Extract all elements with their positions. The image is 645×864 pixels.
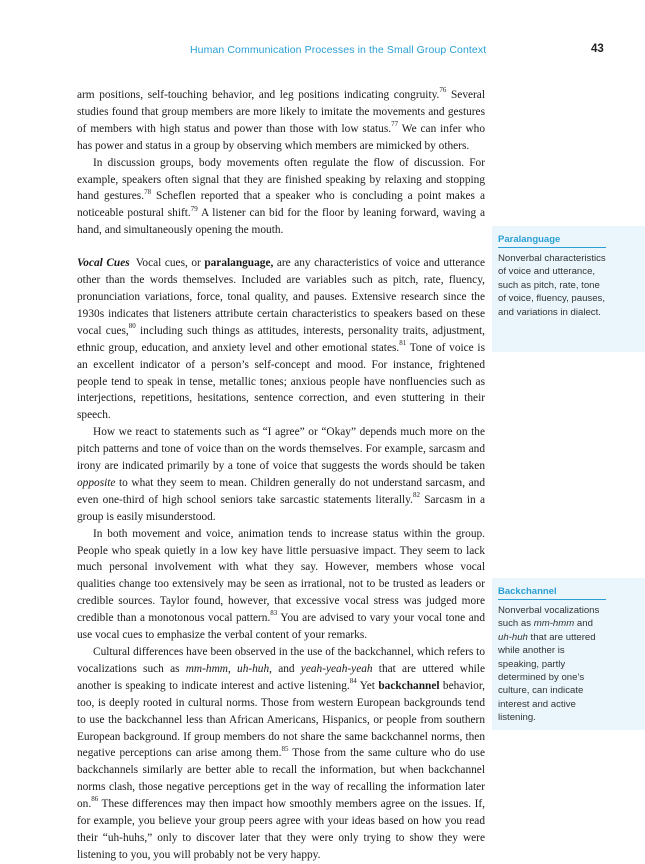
text-run: including such things as attitudes, interests, personality traits, adjustment, ethnic group, education, and anxiety level and other emotional states. — [77, 324, 485, 354]
text-run: We can infer who has power and status in a group by observing which members are mimicked by others. — [77, 122, 485, 152]
text-run: Vocal cues, or — [135, 257, 205, 270]
footnote-reference: 82 — [412, 491, 420, 500]
body-paragraph — [77, 155, 485, 240]
emphasis: opposite — [77, 476, 116, 489]
body-paragraph — [77, 526, 485, 644]
body-paragraph — [77, 424, 485, 525]
emphasis: mm-hmm — [185, 662, 228, 675]
text-run: behavior, too, is deeply rooted in cultural norms. Those from western European backgrounds tend to use the backchannel less than African Americans, Hispanics, or people from southern European background. If group members do not share the same backchannel norms, then negative perceptions can arise among them. — [77, 679, 485, 760]
text-run: In both movement and voice, animation tends to increase status within the group. People who speak quietly in a low key have little persuasive impact. They seem to lack much personal involvement with what they say. However, members whose vocal qualities change too extensively may be seen as irrational, not to be trusted as leaders or credible sources. Taylor found, however, that excessive vocal stress was judged more credible than a monotonous vocal pattern. — [77, 527, 485, 625]
glossary-term: Backchannel — [498, 586, 606, 600]
footnote-reference: 85 — [281, 744, 289, 753]
text-run: that are uttered while another is speaking to indicate interest and active listening. — [77, 662, 485, 692]
key-term: backchannel — [378, 679, 440, 692]
emphasis: uh-huh — [498, 631, 528, 643]
text-run: and — [574, 618, 593, 630]
page-number: 43 — [591, 43, 604, 55]
text-run: Nonverbal vocalizations such as — [498, 605, 600, 630]
main-text-column — [77, 87, 485, 864]
text-run: Cultural differences have been observed in the use of the backchannel, which refers to vocalizations such as — [77, 646, 485, 675]
text-run: Nonverbal characteristics of voice and utterance, such as pitch, rate, tone of voice, fluency, pauses, and variations in dialect. — [498, 253, 606, 318]
running-title: Human Communication Processes in the Small Group Context — [190, 44, 487, 56]
text-run: These differences may then impact how smoothly members agree on the issues. If, for example, you believe your group peers agree with your ideas based on how you read their “uh-huhs,” only to discover later that they were only trying to show they were listening to you, you will probably not be very happy. — [77, 798, 485, 861]
footnote-reference: 80 — [128, 322, 136, 330]
text-run: In discussion groups, body movements often regulate the flow of discussion. For example, speakers often signal that they are finished speaking by relaxing and stopping hand gestures. — [77, 156, 485, 203]
text-run: You are advised to vary your vocal tone and use vocal cues to emphasize the verbal content of your remarks. — [77, 612, 485, 642]
body-paragraph — [77, 644, 485, 864]
text-run: , and — [269, 662, 301, 675]
vocal-cues-paragraph — [77, 255, 485, 424]
footnote-reference: 78 — [144, 187, 152, 196]
text-run: How we react to statements such as “I agree” or “Okay” depends much more on the pitch patterns and tone of voice than on the words themselves. For example, sarcasm and irony are indicated primarily by a tone of voice that suggests the words should be taken — [77, 426, 485, 473]
footnote-reference: 86 — [91, 795, 99, 804]
footnote-reference: 79 — [190, 204, 198, 213]
footnote-reference: 84 — [349, 677, 357, 686]
emphasis: mm-hmm — [533, 618, 575, 630]
glossary-definition — [498, 604, 606, 725]
emphasis: uh-huh — [237, 662, 270, 675]
glossary-definition — [498, 252, 606, 319]
emphasis: yeah-yeah-yeah — [300, 662, 373, 675]
footnote-reference: 76 — [439, 86, 447, 95]
text-run: A listener can bid for the floor by leaning forward, waving a hand, and simultaneously opening the mouth. — [77, 207, 485, 237]
text-run: arm positions, self-touching behavior, and leg positions indicating congruity. — [77, 89, 440, 101]
text-run: Several studies found that group members are more likely to imitate the movements and gestures of members with high status and power than those with low status. — [77, 89, 485, 135]
text-run: Those from the same culture who do use backchannels similarly are better able to recall the information, but when backchannel norms clash, those negative perceptions get in the way of recalling the information later on. — [77, 747, 485, 811]
text-run: that are uttered while another is speaking, partly determined by one’s culture, can indicate interest and active listening. — [498, 631, 596, 724]
margin-note-backchannel — [498, 586, 606, 725]
text-run: Scheflen reported that a speaker who is concluding a point makes a noticeable postural shift. — [77, 190, 485, 220]
text-run: , — [227, 662, 238, 675]
key-term: paralanguage, — [204, 257, 274, 270]
text-run: are any characteristics of voice and utterance other than the words themselves. Included are variables such as pitch, rate, fluency, pronunciation variations, force, tonal quality, and pauses. Extensive research since the 1930s indicates that listeners attribute certain characteristics to speakers based on these vocal cues, — [77, 257, 485, 337]
glossary-term: Paralanguage — [498, 234, 606, 248]
footnote-reference: 83 — [270, 609, 278, 618]
footnote-reference: 81 — [399, 338, 407, 347]
text-run: Sarcasm in a group is easily misunderstood. — [77, 493, 486, 523]
margin-note-paralanguage — [498, 234, 606, 319]
text-run: to what they seem to mean. Children generally do not understand sarcasm, and even one-third of high school seniors take sarcastic statements literally. — [77, 476, 485, 506]
body-paragraph — [77, 87, 485, 155]
text-run: Tone of voice is an excellent indicator of a person’s self-concept and mood. For instance, frightened people tend to speak in tense, metallic tones; anxious people have nonfluencies such as interjections, repetitions, hesitations, sentence correction, and even stuttering in their speech. — [77, 341, 485, 422]
footnote-reference: 77 — [391, 120, 399, 129]
section-heading: Vocal Cues — [77, 257, 130, 270]
running-head — [0, 44, 645, 60]
text-run: Yet — [356, 679, 379, 692]
